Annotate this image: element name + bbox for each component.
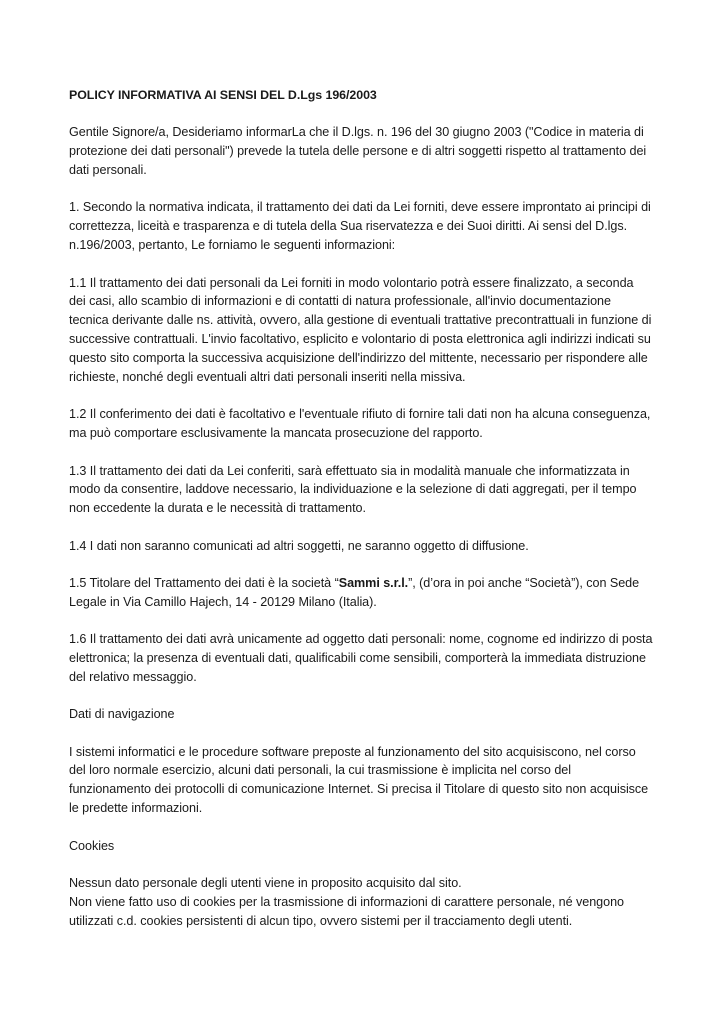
company-name: Sammi s.r.l. xyxy=(338,575,409,590)
policy-document xyxy=(69,86,653,949)
cookies-heading: Cookies xyxy=(69,838,115,853)
cookies-paragraph-2: Non viene fatto uso di cookies per la trasmissione di informazioni di carattere personale, né vengono utilizzati c.d. cookies persistenti di alcun tipo, ovvero sistemi per il tracciamento degli utenti. xyxy=(69,894,624,928)
section-1-5-text-after: ”, (d’ora in poi anche “Società”), con Sede Legale in Via Camillo Hajech, 14 - 20129 Milano (Italia). xyxy=(69,575,640,609)
section-1-5-paragraph xyxy=(69,574,653,612)
section-1-1-paragraph: 1.1 Il trattamento dei dati personali da Lei forniti in modo volontario potrà essere finalizzato, a seconda dei casi, allo scambio di informazioni e di contatti di natura professionale, all'invio documentazione tecnica derivante dalle ns. attività, ovvero, alla gestione di eventuali trattative precontrattuali in funzione di successive contrattuali. L'invio facoltativo, esplicito e volontario di posta elettronica agli indirizzi indicati su questo sito comporta la successiva acquisizione dell'indirizzo del mittente, necessario per rispondere alle richieste, nonché degli eventuali altri dati personali inseriti nella missiva. xyxy=(69,275,652,385)
section-1-4-paragraph: 1.4 I dati non saranno comunicati ad altri soggetti, ne saranno oggetto di diffusione. xyxy=(69,538,529,553)
document-title: POLICY INFORMATIVA AI SENSI DEL D.Lgs 196/2003 xyxy=(69,88,377,102)
section-1-5-text-before: 1.5 Titolare del Trattamento dei dati è la società “ xyxy=(69,575,339,590)
section-1-paragraph: 1. Secondo la normativa indicata, il trattamento dei dati da Lei forniti, deve essere improntato ai principi di correttezza, liceità e trasparenza e di tutela della Sua riservatezza e dei Suoi diritti. Ai sensi del D.lgs. n.196/2003, pertanto, Le forniamo le seguenti informazioni: xyxy=(69,200,651,253)
section-1-2-paragraph: 1.2 Il conferimento dei dati è facoltativo e l'eventuale rifiuto di fornire tali dati non ha alcuna conseguenza, ma può comportare esclusivamente la mancata prosecuzione del rapporto. xyxy=(69,407,651,441)
intro-paragraph: Gentile Signore/a, Desideriamo informarLa che il D.lgs. n. 196 del 30 giugno 2003 ("Codice in materia di protezione dei dati personali") prevede la tutela delle persone e di altri soggetti rispetto al trattamento dei dati personali. xyxy=(69,125,647,178)
navigation-paragraph: I sistemi informatici e le procedure software preposte al funzionamento del sito acquisiscono, nel corso del loro normale esercizio, alcuni dati personali, la cui trasmissione è implicita nel corso del funzionamento dei protocolli di comunicazione Internet. Si precisa il Titolare di questo sito non acquisisce le predette informazioni. xyxy=(69,744,649,816)
cookies-paragraph-1: Nessun dato personale degli utenti viene in proposito acquisito dal sito. xyxy=(69,875,462,890)
navigation-heading: Dati di navigazione xyxy=(69,707,175,722)
section-1-6-paragraph: 1.6 Il trattamento dei dati avrà unicamente ad oggetto dati personali: nome, cognome ed indirizzo di posta elettronica; la presenza di eventuali dati, qualificabili come sensibili, comporterà la immediata distruzione del relativo messaggio. xyxy=(69,632,653,684)
section-1-3-paragraph: 1.3 Il trattamento dei dati da Lei conferiti, sarà effettuato sia in modalità manuale che informatizzata in modo da consentire, laddove necessario, la individuazione e la selezione di dati aggregati, per il tempo non eccedente la durata e le necessità di trattamento. xyxy=(69,463,637,516)
